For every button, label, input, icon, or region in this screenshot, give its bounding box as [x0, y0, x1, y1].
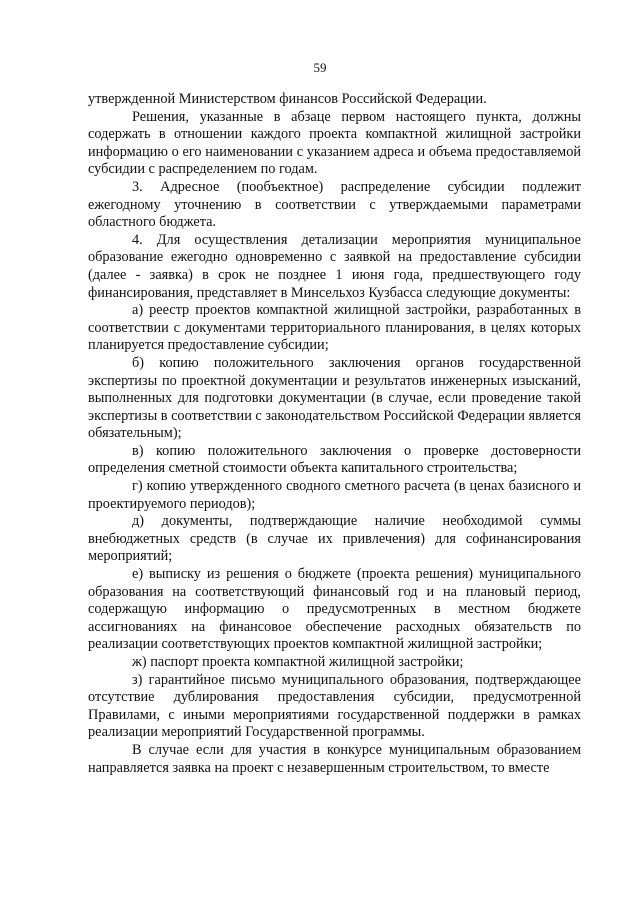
paragraph-item-3: 3. Адресное (пообъектное) распределение субсидии подлежит ежегодному уточнению в соответствии с утверждаемыми параметрами областного бюджета. — [88, 178, 581, 231]
subitem-z: з) гарантийное письмо муниципального образования, подтверждающее отсутствие дублирования предоставления субсидии, предусмотренной Правилами, с иными мероприятиями государственной поддержки в рамках реализации мероприятий Государственной программы. — [88, 671, 581, 741]
subitem-a: а) реестр проектов компактной жилищной застройки, разработанных в соответствии с документами территориального планирования, в целях которых планируется предоставление субсидии; — [88, 302, 581, 354]
paragraph-continuation: утвержденной Министерством финансов Российской Федерации. — [88, 91, 487, 107]
subitem-b: б) копию положительного заключения органов государственной экспертизы по проектной документации и результатов инженерных изысканий, выполненных для подготовки документации (в случае, если проведение такой экспертизы в соответствии с законодательством Российской Федерации является обязательным); — [88, 354, 582, 442]
subitem-zh: ж) паспорт проекта компактной жилищной застройки; — [132, 654, 464, 670]
subitem-d: д) документы, подтверждающие наличие необходимой суммы внебюджетных средств (в случае их привлечения) для софинансирования мероприятий; — [88, 513, 581, 565]
paragraph-decisions: Решения, указанные в абзаце первом настоящего пункта, должны содержать в отношении каждого проекта компактной жилищной застройки информацию о его наименовании с указанием адреса и объема предоставляемой субсидии с распределением по годам. — [88, 108, 581, 178]
paragraph-item-4: 4. Для осуществления детализации мероприятия муниципальное образование ежегодно одновременно с заявкой на предоставление субсидии (далее - заявка) в срок не позднее 1 июня года, предшествующего году финансирования, представляет в Минсельхоз Кузбасса следующие документы: — [88, 231, 581, 301]
subitem-e: е) выписку из решения о бюджете (проекта решения) муниципального образования на соответствующий финансовый год и на плановый период, содержащую информацию о предусмотренных в местном бюджете ассигнованиях на финансовое обеспечение расходных обязательств по реализации соответствующих проектов компактной жилищной застройки; — [88, 566, 581, 653]
page-number: 59 — [313, 60, 327, 75]
paragraph-unfinished-construction: В случае если для участия в конкурсе муниципальным образованием направляется заявка на проект с незавершенным строительством, то вместе — [88, 741, 581, 776]
subitem-v: в) копию положительного заключения о проверке достоверности определения сметной стоимости объекта капитального строительства; — [88, 442, 581, 477]
document-body — [88, 91, 581, 777]
subitem-g: г) копию утвержденного сводного сметного расчета (в ценах базисного и проектируемого периодов); — [88, 478, 581, 512]
